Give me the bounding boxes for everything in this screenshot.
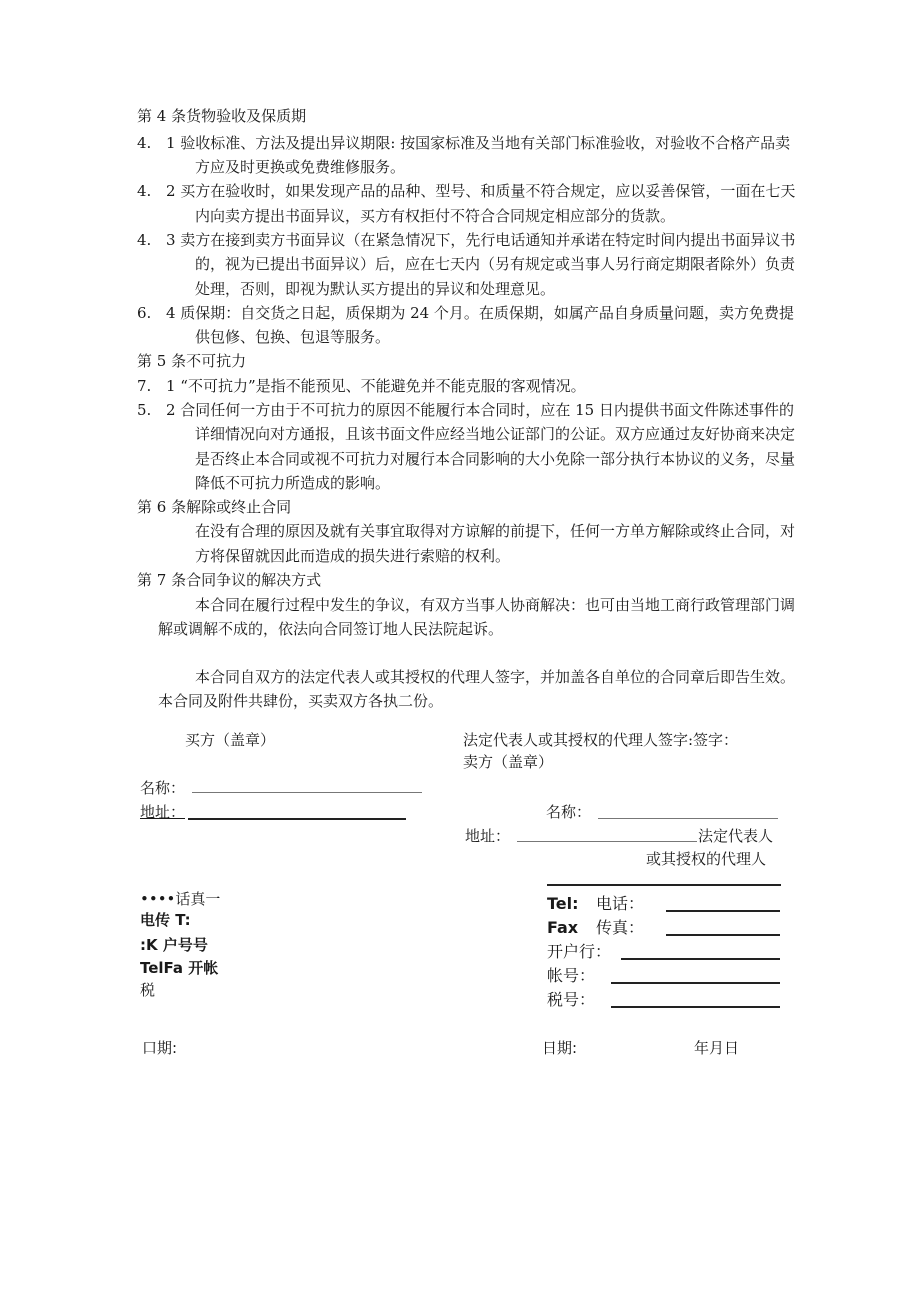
- seller-bank-line: [621, 958, 780, 960]
- buyer-name-label: 名称：: [140, 779, 186, 797]
- clause-text: 1 “不可抗力”是指不能预见、不能避免并不能克服的客观情况。: [166, 377, 586, 395]
- seller-date-suffix: 年月日: [694, 1039, 740, 1057]
- closing-text: 本合同及附件共肆份，买卖双方各执二份。: [158, 692, 444, 710]
- item-number: 4.: [137, 231, 152, 249]
- section-6-heading: 第 6 条解除或终止合同: [137, 498, 292, 516]
- seller-fax-label: Fax: [547, 918, 579, 937]
- seller-date-label: 日期:: [542, 1039, 578, 1057]
- seller-sign-label: 法定代表人或其授权的代理人签字:签字：: [463, 731, 739, 749]
- seller-fax-cn-label: 传真：: [596, 918, 645, 937]
- clause-text: 本合同在履行过程中发生的争议，有双方当事人协商解决：也可由当地工商行政管理部门调: [195, 596, 796, 614]
- clause-text: 方将保留就因此而造成的损失进行索赔的权利。: [195, 547, 511, 565]
- seller-tax-line: [611, 1006, 780, 1008]
- seller-rep-line: [547, 884, 781, 886]
- clause-text: 2 买方在验收时，如果发现产品的品种、型号、和质量不符合规定，应以妥善保管，一面在七天: [166, 182, 796, 200]
- buyer-contact-text: 税: [140, 981, 156, 999]
- buyer-address-line: [188, 818, 406, 820]
- buyer-name-line: [192, 792, 422, 793]
- clause-text: 3 卖方在接到卖方书面异议（在紧急情况下，先行电话通知并承诺在特定时间内提出书面异议书: [166, 231, 796, 249]
- item-number: 6.: [137, 304, 152, 322]
- clause-text: 在没有合理的原因及就有关事宜取得对方谅解的前提下，任何一方单方解除或终止合同，对: [195, 522, 796, 540]
- seller-phone-line: [666, 910, 780, 912]
- section-7-heading: 第 7 条合同争议的解决方式: [137, 571, 322, 589]
- seller-account-label: 帐号：: [547, 966, 596, 985]
- closing-text: 本合同自双方的法定代表人或其授权的代理人签字，并加盖各自单位的合同章后即告生效。: [195, 668, 796, 686]
- buyer-contact-text: TelFa 开帐: [140, 959, 219, 977]
- clause-text: 的，视为已提出书面异议）后，应在七天内（另有规定或当事人另行商定期限者除外）负责: [195, 255, 796, 273]
- seller-rep-label: 法定代表人: [698, 827, 774, 845]
- seller-tax-label: 税号：: [547, 990, 596, 1009]
- buyer-contact-text: 电传 T:: [140, 911, 191, 929]
- clause-text: 详细情况向对方通报，且该书面文件应经当地公证部门的公证。双方应通过友好协商来决定: [195, 425, 796, 443]
- seller-seal-label: 卖方（盖章）: [463, 753, 554, 771]
- clause-text: 解或调解不成的，依法向合同签订地人民法院起诉。: [158, 620, 504, 638]
- seller-phone-label: 电话：: [596, 894, 645, 913]
- clause-text: 1 验收标准、方法及提出异议期限: 按国家标准及当地有关部门标准验收，对验收不合格产品卖: [166, 134, 791, 152]
- clause-text: 是否终止本合同或视不可抗力对履行本合同影响的大小免除一部分执行本协议的义务，尽量: [195, 450, 796, 468]
- seller-fax-line: [666, 934, 780, 936]
- clause-text: 2 合同任何一方由于不可抗力的原因不能履行本合同时，应在 15 日内提供书面文件陈述事件的: [166, 401, 794, 419]
- buyer-date-label: 口期:: [142, 1039, 178, 1057]
- buyer-contact-text: :K 户号号: [140, 936, 208, 954]
- seller-tel-label: Tel:: [547, 894, 579, 913]
- seller-address-label: 地址：: [465, 827, 511, 845]
- clause-text: 内向卖方提出书面异议，买方有权拒付不符合合同规定相应部分的货款。: [195, 207, 676, 225]
- seller-account-line: [611, 982, 780, 984]
- clause-text: 方应及时更换或免费维修服务。: [195, 158, 406, 176]
- seller-rep-label-2: 或其授权的代理人: [646, 850, 767, 868]
- clause-text: 4 质保期：自交货之日起，质保期为 24 个月。在质保期，如属产品自身质量问题，卖方免费提: [166, 304, 794, 322]
- clause-text: 供包修、包换、包退等服务。: [195, 328, 391, 346]
- section-5-heading: 第 5 条不可抗力: [137, 352, 247, 370]
- clause-text: 处理，否则，即视为默认买方提出的异议和处理意见。: [195, 280, 556, 298]
- seller-bank-label: 开户行：: [547, 942, 612, 961]
- section-4-heading: 第 4 条货物验收及保质期: [137, 107, 307, 125]
- buyer-contact-text: ••••话真一: [140, 890, 221, 908]
- buyer-seal-label: 买方（盖章）: [185, 731, 276, 749]
- clause-text: 降低不可抗力所造成的影响。: [195, 474, 391, 492]
- item-number: 4.: [137, 182, 152, 200]
- item-number: 4.: [137, 134, 152, 152]
- item-number: 7.: [137, 377, 152, 395]
- seller-name-line: [598, 818, 778, 819]
- item-number: 5.: [137, 401, 152, 419]
- seller-address-line: [517, 841, 697, 842]
- buyer-address-label: 地址：: [140, 803, 186, 821]
- seller-name-label: 名称：: [546, 803, 592, 821]
